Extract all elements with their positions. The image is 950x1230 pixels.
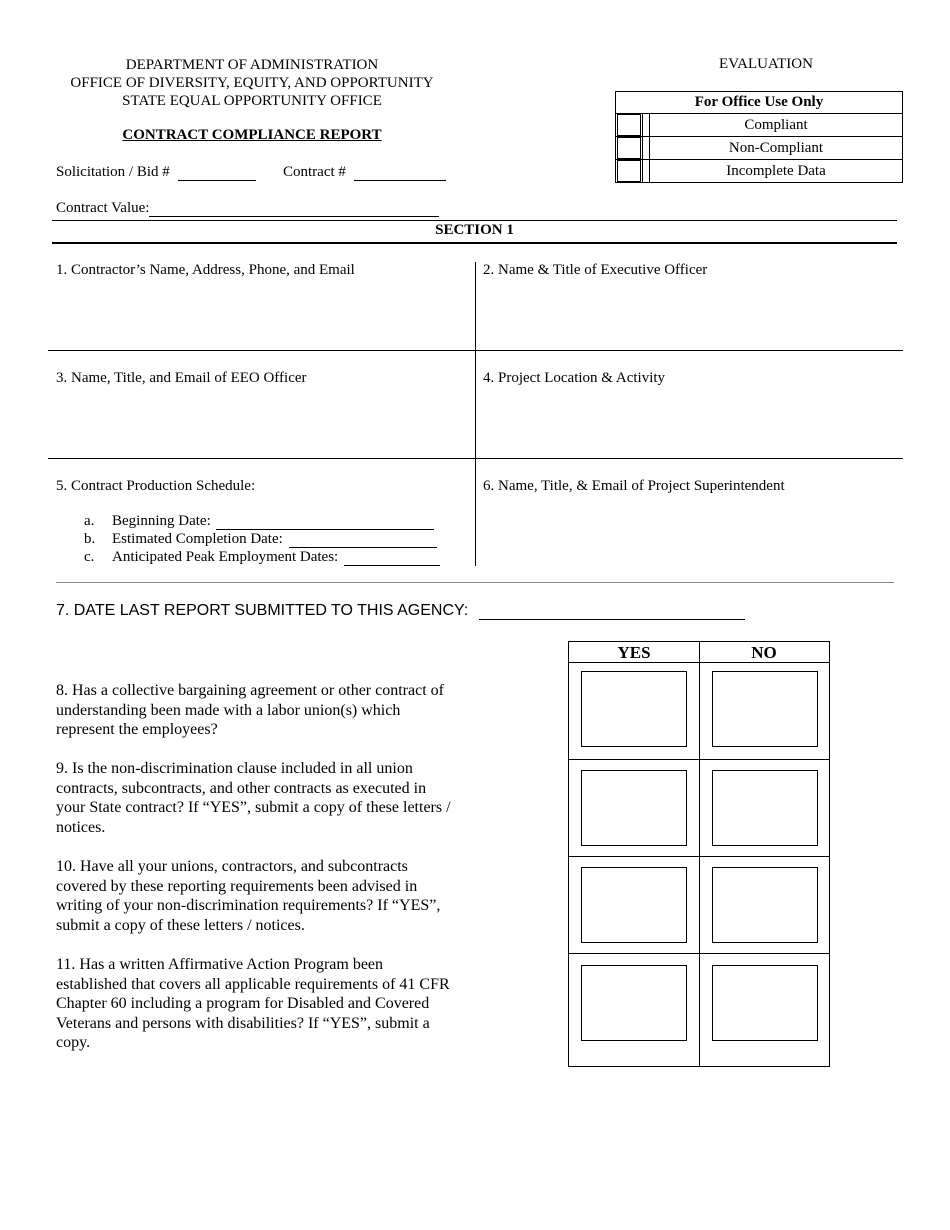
incomplete-data-label: Incomplete Data (650, 160, 903, 183)
list-item: b. Estimated Completion Date: (84, 530, 440, 548)
q11-no-checkbox[interactable] (712, 965, 818, 1041)
yes-no-grid (568, 641, 830, 1067)
schedule-list (84, 512, 440, 566)
executive-officer-field[interactable]: 2. Name & Title of Executive Officer (483, 262, 708, 278)
beginning-date-label: Beginning Date: (112, 513, 211, 529)
incomplete-data-checkbox[interactable] (616, 160, 643, 183)
contract-row (283, 164, 446, 181)
contract-label: Contract # (283, 164, 346, 180)
compliant-label: Compliant (650, 114, 903, 137)
q10-no-checkbox[interactable] (712, 867, 818, 943)
production-schedule-label: 5. Contract Production Schedule: (56, 478, 256, 494)
list-item: c. Anticipated Peak Employment Dates: (84, 548, 440, 566)
last-report-date-field[interactable] (479, 605, 745, 620)
project-superintendent-field[interactable]: 6. Name, Title, & Email of Project Superintendent (483, 478, 785, 494)
q10-yes-checkbox[interactable] (581, 867, 687, 943)
no-header: NO (751, 643, 777, 662)
office-title: OFFICE OF DIVERSITY, EQUITY, AND OPPORTUNITY (70, 75, 434, 91)
non-compliant-checkbox[interactable] (616, 137, 643, 160)
question-9: 9. Is the non-discrimination clause included in all union contracts, subcontracts, and other contracts as executed in your State contract? If “YES”, submit a copy of these letters / notices. (56, 760, 451, 836)
section-end-rule (56, 582, 894, 583)
q9-yes-checkbox[interactable] (581, 770, 687, 846)
q8-yes-checkbox[interactable] (581, 671, 687, 747)
solicitation-row (56, 164, 256, 181)
compliant-checkbox[interactable] (616, 114, 643, 137)
row-divider-1 (48, 350, 903, 351)
section-column-divider (475, 262, 476, 566)
row-divider-2 (48, 458, 903, 459)
yes-header: YES (617, 643, 651, 662)
list-item: a. Beginning Date: (84, 512, 440, 530)
contract-value-row (56, 200, 439, 217)
last-report-label: 7. DATE LAST REPORT SUBMITTED TO THIS AGENCY: (56, 602, 469, 619)
completion-date-field[interactable] (289, 533, 437, 548)
section-top-rule (52, 220, 897, 221)
question-11: 11. Has a written Affirmative Action Program been established that covers all applicable requirements of 41 CFR Chapter 60 including a program for Disabled and Covered Veterans and persons with disabilities? If “YES”, submit a copy. (56, 956, 450, 1051)
report-title: CONTRACT COMPLIANCE REPORT (122, 127, 382, 143)
department-title: DEPARTMENT OF ADMINISTRATION (125, 57, 379, 73)
agency-title: STATE EQUAL OPPORTUNITY OFFICE (122, 93, 382, 109)
completion-date-label: Estimated Completion Date: (112, 531, 283, 547)
last-report-row (56, 602, 745, 620)
section-bottom-rule (52, 242, 897, 244)
q11-yes-checkbox[interactable] (581, 965, 687, 1041)
non-compliant-label: Non-Compliant (650, 137, 903, 160)
solicitation-field[interactable] (178, 166, 256, 181)
eeo-officer-field[interactable]: 3. Name, Title, and Email of EEO Officer (56, 370, 307, 386)
q9-no-checkbox[interactable] (712, 770, 818, 846)
contract-value-label: Contract Value: (56, 200, 150, 216)
contract-field[interactable] (354, 166, 446, 181)
section-1-title: SECTION 1 (435, 222, 514, 238)
question-10: 10. Have all your unions, contractors, and subcontracts covered by these reporting requirements been advised in writing of your non-discrimination requirements? If “YES”, submit a copy of these letters / notices. (56, 858, 441, 934)
peak-employment-label: Anticipated Peak Employment Dates: (112, 549, 339, 565)
question-8: 8. Has a collective bargaining agreement or other contract of understanding been made with a labor union(s) which represent the employees? (56, 682, 444, 738)
contract-value-field[interactable] (149, 202, 439, 217)
q8-no-checkbox[interactable] (712, 671, 818, 747)
office-use-table (615, 91, 903, 183)
beginning-date-field[interactable] (216, 515, 434, 530)
office-use-heading: For Office Use Only (616, 92, 903, 114)
evaluation-title: EVALUATION (719, 56, 813, 72)
contractor-name-field[interactable]: 1. Contractor’s Name, Address, Phone, and Email (56, 262, 355, 278)
project-location-field[interactable]: 4. Project Location & Activity (483, 370, 666, 386)
peak-employment-field[interactable] (344, 551, 440, 566)
solicitation-label: Solicitation / Bid # (56, 164, 170, 180)
